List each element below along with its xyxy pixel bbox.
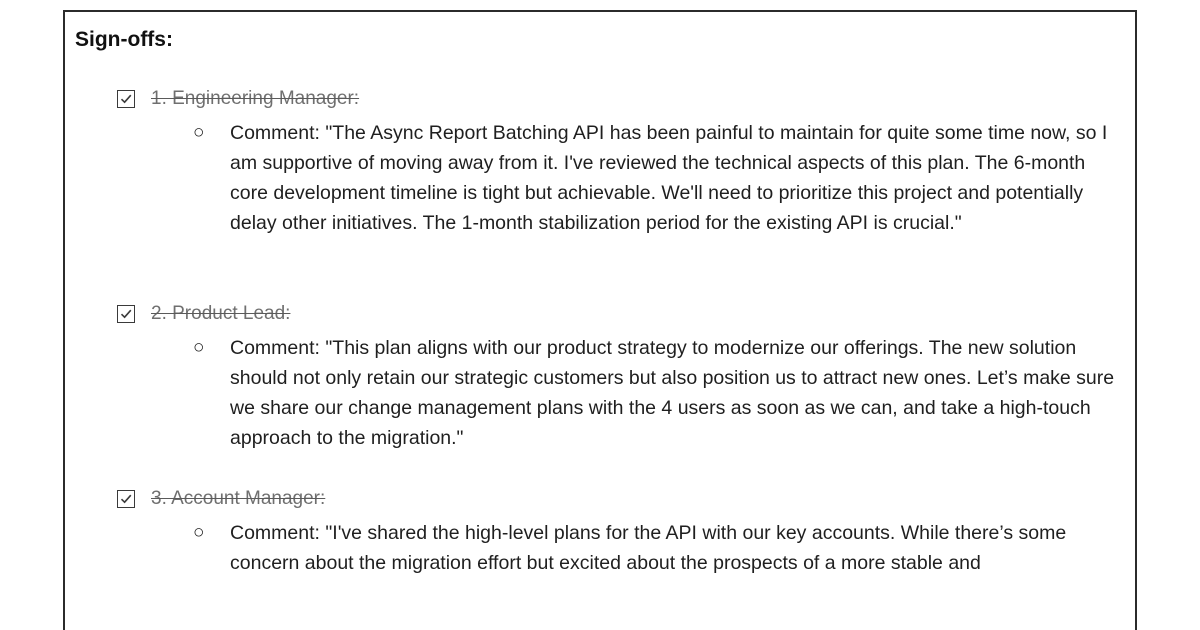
role-label: 2. Product Lead: <box>151 303 291 324</box>
comment-text: Comment: "This plan aligns with our product strategy to modernize our offerings. The new solution should not only retain our strategic customers but also position us to attract new ones. Let’s make sure we share our change management plans with the 4 users as soon as we can, and take a high-touch approach to the migration." <box>230 337 1115 449</box>
signoff-product-lead <box>117 302 1127 453</box>
role-label: 3. Account Manager: <box>151 488 326 509</box>
signoff-header <box>117 87 1127 111</box>
checkbox-checked-icon[interactable] <box>117 490 135 508</box>
comment-list-item <box>117 118 1127 238</box>
hollow-bullet-icon: ○ <box>193 337 205 358</box>
role-label: 1. Engineering Manager: <box>151 88 360 109</box>
comment-text: Comment: "The Async Report Batching API has been painful to maintain for quite some time now, so I am supportive of moving away from it. I've reviewed the technical aspects of this plan. The 6-month core development timeline is tight but achievable. We'll need to prioritize this project and potentially delay other initiatives. The 1-month stabilization period for the existing API is crucial." <box>230 122 1108 234</box>
section-title: Sign-offs: <box>75 28 173 51</box>
signoff-header <box>117 302 1127 326</box>
signoff-engineering-manager <box>117 87 1127 238</box>
comment-list-item <box>117 333 1127 453</box>
hollow-bullet-icon: ○ <box>193 122 205 143</box>
hollow-bullet-icon: ○ <box>193 522 205 543</box>
checkbox-checked-icon[interactable] <box>117 90 135 108</box>
signoff-account-manager <box>117 487 1127 578</box>
comment-text: Comment: "I've shared the high-level plans for the API with our key accounts. While there’s some concern about the migration effort but excited about the prospects of a more stable and <box>230 522 1067 574</box>
signoff-header <box>117 487 1127 511</box>
comment-list-item <box>117 518 1127 578</box>
checkbox-checked-icon[interactable] <box>117 305 135 323</box>
